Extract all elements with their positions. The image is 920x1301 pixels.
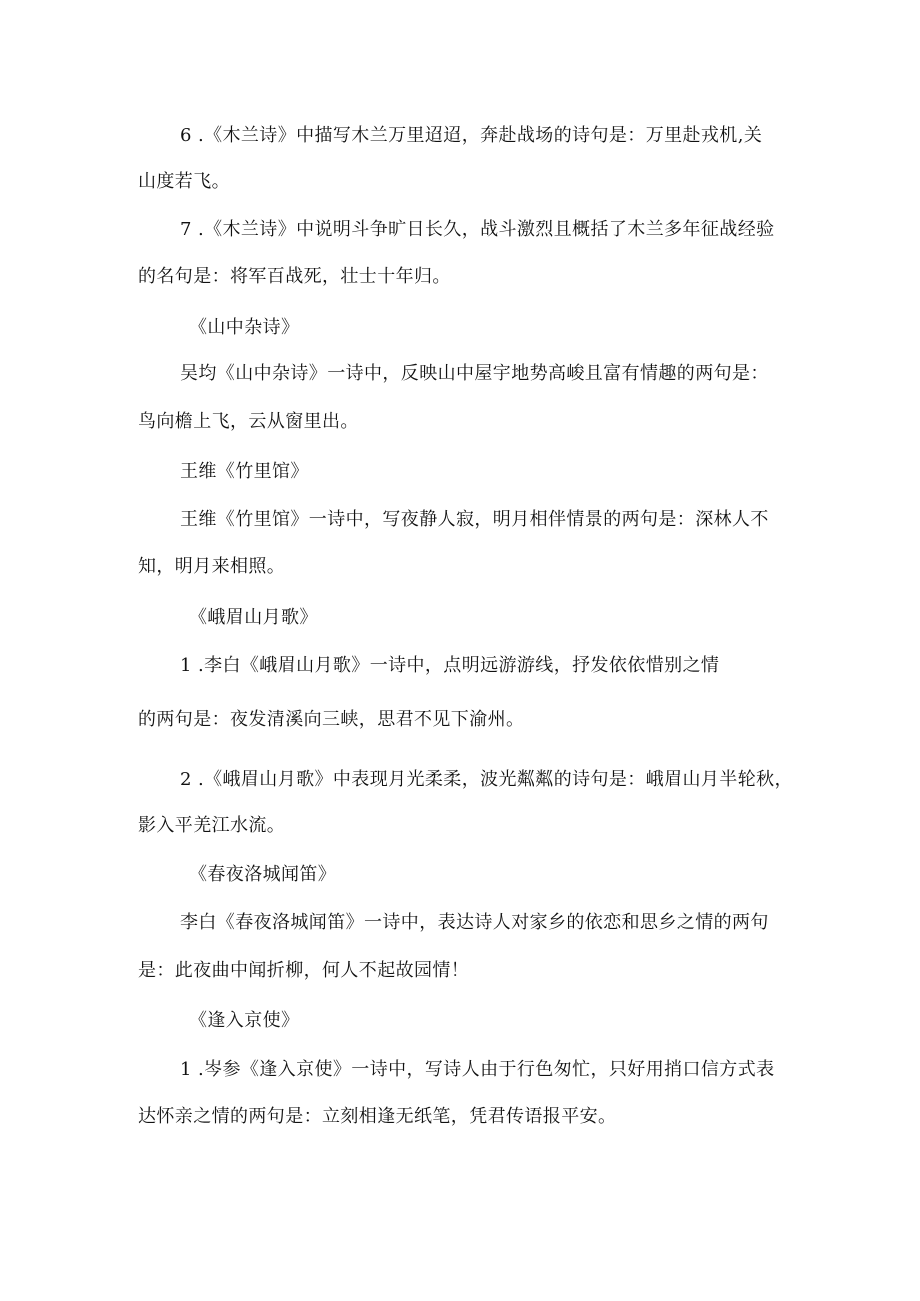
shanzhong-line-2: 鸟向檐上飞，云从窗里出。: [138, 411, 359, 432]
section-title-zhuliguan: 王维《竹里馆》: [180, 461, 309, 482]
section-title-chunye: 《春夜洛城闻笛》: [189, 864, 337, 885]
item-7-line-1: 7 .《木兰诗》中说明斗争旷日长久，战斗激烈且概括了木兰多年征战经验: [180, 219, 775, 240]
item-6-line-1: 6 .《木兰诗》中描写木兰万里迢迢，奔赴战场的诗句是：万里赴戎机,关: [180, 125, 763, 146]
emei-item-2-line-2: 影入平羌江水流。: [138, 815, 286, 836]
item-6-line-2: 山度若飞。: [138, 171, 230, 192]
section-title-emei: 《峨眉山月歌》: [189, 607, 318, 628]
fengrujingshi-item-1-line-2: 达怀亲之情的两句是：立刻相逢无纸笔，凭君传语报平安。: [138, 1106, 617, 1127]
item-7-line-2: 的名句是：将军百战死，壮士十年归。: [138, 266, 451, 287]
chunye-line-2: 是：此夜曲中闻折柳，何人不起故园情！: [138, 960, 470, 981]
emei-item-1-line-2: 的两句是：夜发清溪向三峡，思君不见下渝州。: [138, 709, 525, 730]
emei-item-1-line-1: 1 .李白《峨眉山月歌》一诗中，点明远游游线，抒发依依惜别之情: [180, 655, 720, 676]
section-title-shanzhong: 《山中杂诗》: [189, 317, 300, 338]
chunye-line-1: 李白《春夜洛城闻笛》一诗中，表达诗人对家乡的依恋和思乡之情的两句: [180, 912, 769, 933]
fengrujingshi-item-1-line-1: 1 .岑参《逢入京使》一诗中，写诗人由于行色匆忙，只好用捎口信方式表: [180, 1059, 775, 1080]
shanzhong-line-1: 吴均《山中杂诗》一诗中，反映山中屋宇地势高峻且富有情趣的两句是：: [180, 363, 769, 384]
section-title-fengrujingshi: 《逢入京使》: [189, 1010, 300, 1031]
zhuliguan-line-2: 知，明月来相照。: [138, 556, 286, 577]
zhuliguan-line-1: 王维《竹里馆》一诗中，写夜静人寂，明月相伴情景的两句是：深林人不: [180, 509, 769, 530]
emei-item-2-line-1: 2 .《峨眉山月歌》中表现月光柔柔，波光粼粼的诗句是：峨眉山月半轮秋，: [180, 769, 793, 790]
